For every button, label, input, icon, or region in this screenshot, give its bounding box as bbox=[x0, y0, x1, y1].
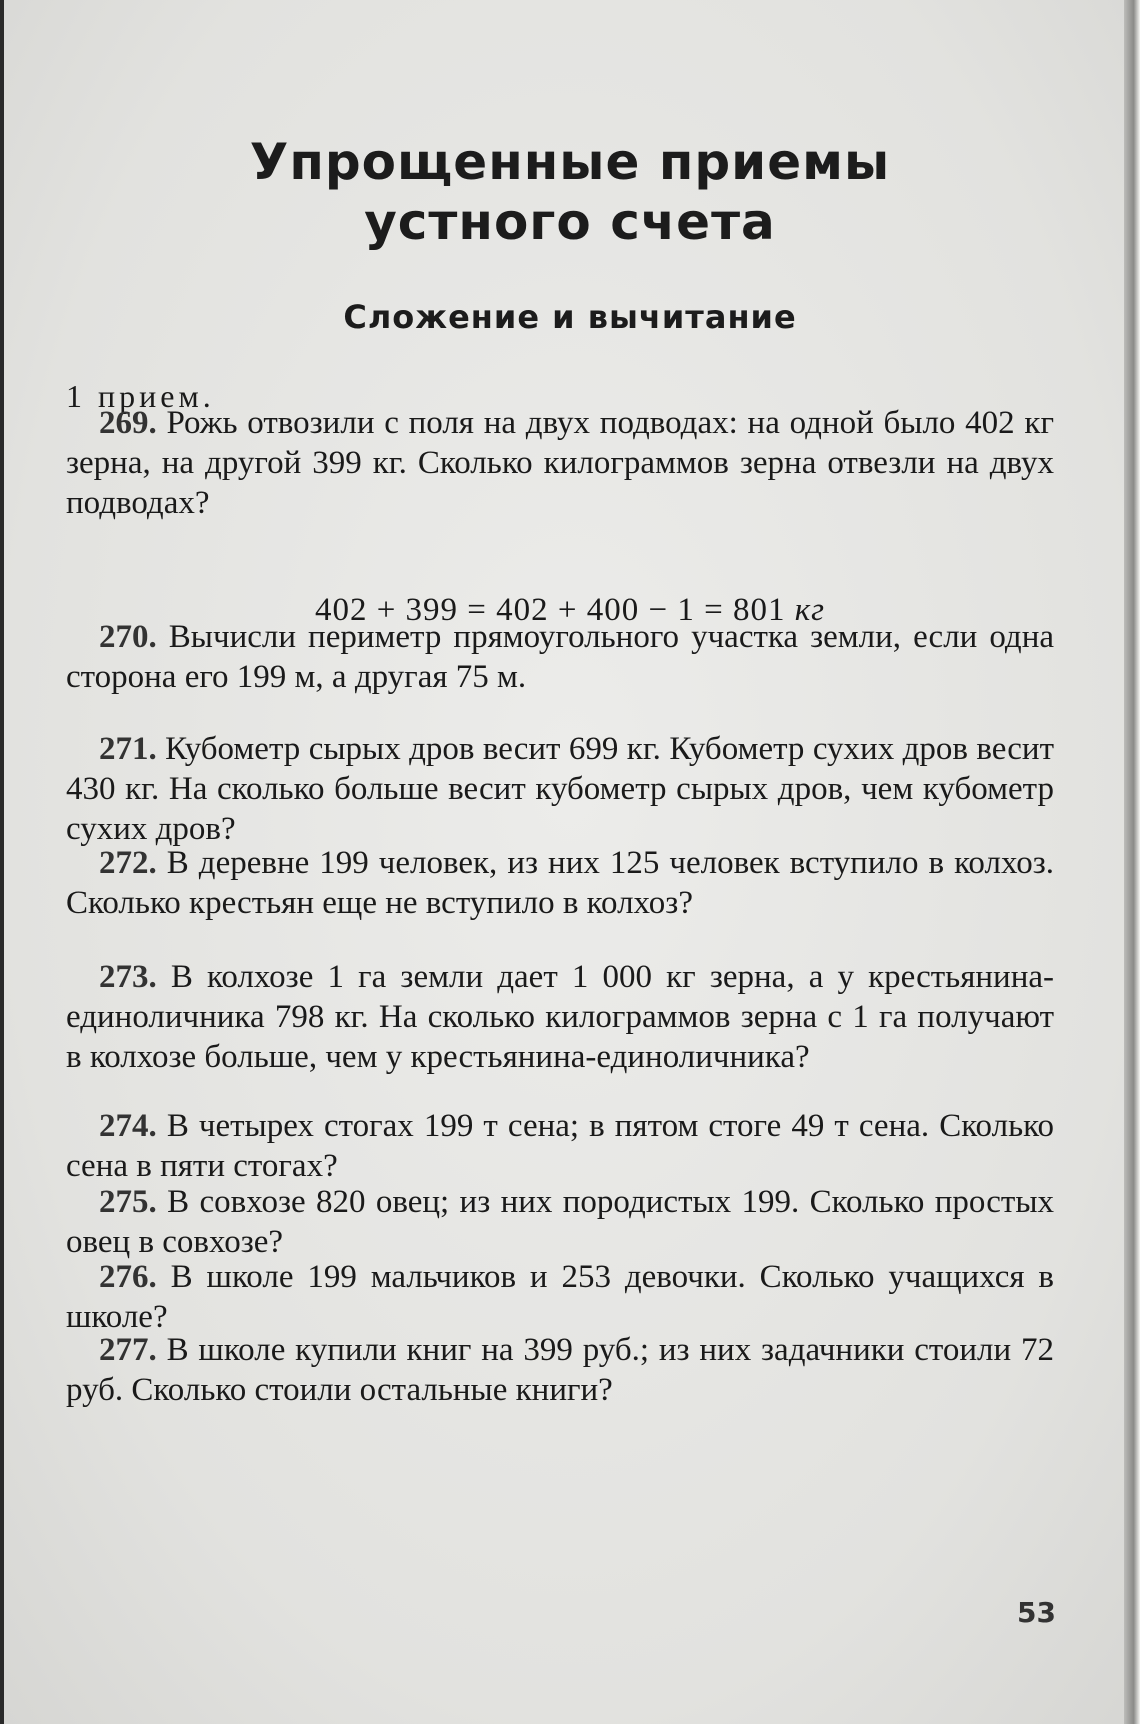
problem-number: 269. bbox=[99, 405, 157, 441]
problem-number: 276. bbox=[99, 1259, 157, 1295]
problem-number: 274. bbox=[99, 1108, 157, 1144]
problem-text: Вычисли периметр прямоугольного участка земли, если одна сторона его 199 м, а другая 75 м. bbox=[66, 619, 1055, 695]
chapter-title bbox=[0, 132, 1140, 252]
problem-text: В четырех стогах 199 т сена; в пятом стоге 49 т сена. Сколько сена в пяти стогах? bbox=[66, 1108, 1054, 1184]
problem-number: 272. bbox=[99, 845, 157, 881]
problem-274 bbox=[66, 1106, 1054, 1186]
problem-271 bbox=[66, 729, 1054, 849]
problem-text: В колхозе 1 га земли дает 1 000 кг зерна, а у крестьянина-единоличника 798 кг. На сколько килограммов зерна с 1 га получают в колхозе больше, чем у крестьянина-единоличника? bbox=[66, 959, 1055, 1075]
formula-unit: кг bbox=[794, 592, 826, 628]
chapter-title-line-2: устного счета bbox=[364, 193, 776, 251]
problem-272 bbox=[66, 843, 1054, 923]
problem-text: В школе 199 мальчиков и 253 девочки. Сколько учащихся в школе? bbox=[66, 1259, 1055, 1335]
formula-expression: 402 + 399 = 402 + 400 − 1 = 801 bbox=[314, 592, 786, 628]
problem-number: 275. bbox=[99, 1184, 157, 1220]
problem-text: В совхозе 820 овец; из них породистых 199. Сколько простых овец в совхозе? bbox=[66, 1184, 1054, 1260]
page-right-edge bbox=[1124, 0, 1140, 1724]
chapter-title-line-1: Упрощенные приемы bbox=[249, 133, 891, 191]
problem-270 bbox=[66, 617, 1054, 697]
problem-number: 273. bbox=[99, 959, 157, 995]
problem-277 bbox=[66, 1330, 1054, 1410]
problem-text: В школе купили книг на 399 руб.; из них задачники стоили 72 руб. Сколько стоили остальные книги? bbox=[66, 1332, 1054, 1408]
method-label: 1 прием. bbox=[66, 378, 215, 414]
problem-number: 270. bbox=[99, 619, 157, 655]
problem-269 bbox=[66, 403, 1054, 523]
page-left-edge bbox=[0, 0, 4, 1724]
problem-number: 271. bbox=[99, 731, 157, 767]
problem-text: В деревне 199 человек, из них 125 человек вступило в колхоз. Сколько крестьян еще не вступило в колхоз? bbox=[66, 845, 1054, 921]
section-title: Сложение и вычитание bbox=[343, 298, 797, 336]
problem-text: Кубометр сырых дров весит 699 кг. Кубометр сухих дров весит 430 кг. На сколько больше весит кубометр сырых дров, чем кубометр сухих дров? bbox=[66, 731, 1055, 847]
problem-276 bbox=[66, 1257, 1054, 1337]
problem-273 bbox=[66, 957, 1054, 1077]
problem-275 bbox=[66, 1182, 1054, 1262]
page-number: 53 bbox=[1017, 1596, 1056, 1629]
problem-text: Рожь отвозили с поля на двух подводах: на одной было 402 кг зерна, на другой 399 кг. Сколько килограммов зерна отвезли на двух подводах? bbox=[66, 405, 1054, 521]
problem-number: 277. bbox=[99, 1332, 157, 1368]
